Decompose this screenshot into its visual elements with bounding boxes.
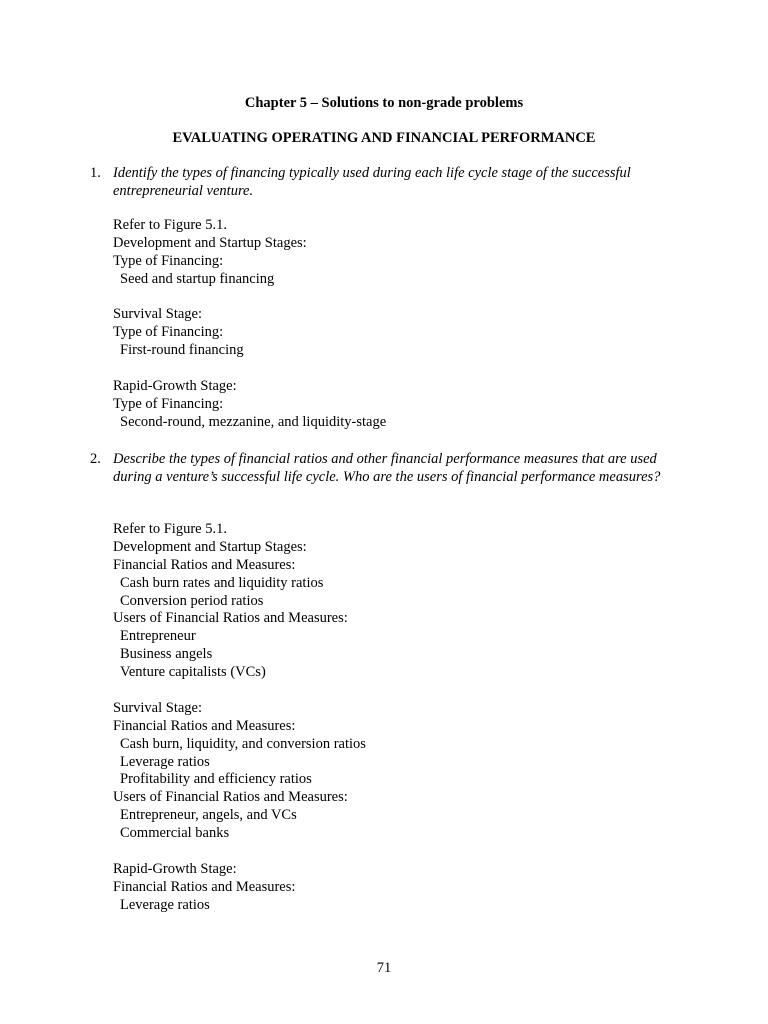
answer-heading: Type of Financing: xyxy=(113,395,224,412)
question-2-number: 2. xyxy=(90,451,101,467)
paragraph-gap xyxy=(113,682,673,700)
answer-item: Commercial banks xyxy=(120,825,230,842)
answer-item: Business angels xyxy=(120,646,213,663)
answer-item: First-round financing xyxy=(120,342,244,359)
answer-heading: Users of Financial Ratios and Measures: xyxy=(113,789,348,806)
answer-item: Leverage ratios xyxy=(120,896,210,913)
answer-item: Venture capitalists (VCs) xyxy=(120,664,266,681)
answer-item: Entrepreneur, angels, and VCs xyxy=(120,807,297,824)
answer-heading: Development and Startup Stages: xyxy=(113,234,307,251)
answer-item: Second-round, mezzanine, and liquidity-stage xyxy=(120,413,387,430)
answer-heading: Type of Financing: xyxy=(113,324,224,341)
paragraph-gap xyxy=(113,360,673,378)
answer-heading: Type of Financing: xyxy=(113,252,224,269)
section-title: EVALUATING OPERATING AND FINANCIAL PERFORMANCE xyxy=(172,130,596,146)
answer-heading: Users of Financial Ratios and Measures: xyxy=(113,610,348,627)
answer-item: Seed and startup financing xyxy=(120,270,275,287)
paragraph-gap xyxy=(113,843,673,861)
question-1-text: Identify the types of financing typically used during each life cycle stage of the successful entrepreneurial venture. xyxy=(113,165,631,199)
answer-item: Leverage ratios xyxy=(120,753,210,770)
answer-item: Cash burn, liquidity, and conversion ratios xyxy=(120,735,366,752)
question-2-answer xyxy=(113,521,673,915)
answer-heading: Survival Stage: xyxy=(113,306,203,323)
chapter-title: Chapter 5 – Solutions to non-grade problems xyxy=(244,95,524,111)
question-1-number: 1. xyxy=(90,165,101,181)
page-number: 71 xyxy=(376,960,392,976)
answer-item: Cash burn rates and liquidity ratios xyxy=(120,574,324,591)
answer-heading: Financial Ratios and Measures: xyxy=(113,717,296,734)
answer-item: Profitability and efficiency ratios xyxy=(120,771,312,788)
answer-heading: Development and Startup Stages: xyxy=(113,538,307,555)
answer-heading: Survival Stage: xyxy=(113,699,203,716)
answer-heading: Rapid-Growth Stage: xyxy=(113,860,237,877)
answer-heading: Rapid-Growth Stage: xyxy=(113,378,237,395)
question-1-answer xyxy=(113,217,673,432)
answer-heading: Refer to Figure 5.1. xyxy=(113,521,227,537)
answer-heading: Financial Ratios and Measures: xyxy=(113,878,296,895)
question-2-text: Describe the types of financial ratios and other financial performance measures that are used during a venture’s successful life cycle. Who are the users of financial performance measures? xyxy=(113,451,661,485)
paragraph-gap xyxy=(113,289,673,307)
answer-heading: Refer to Figure 5.1. xyxy=(113,217,227,233)
answer-item: Entrepreneur xyxy=(120,628,196,645)
answer-heading: Financial Ratios and Measures: xyxy=(113,556,296,573)
answer-item: Conversion period ratios xyxy=(120,592,264,609)
